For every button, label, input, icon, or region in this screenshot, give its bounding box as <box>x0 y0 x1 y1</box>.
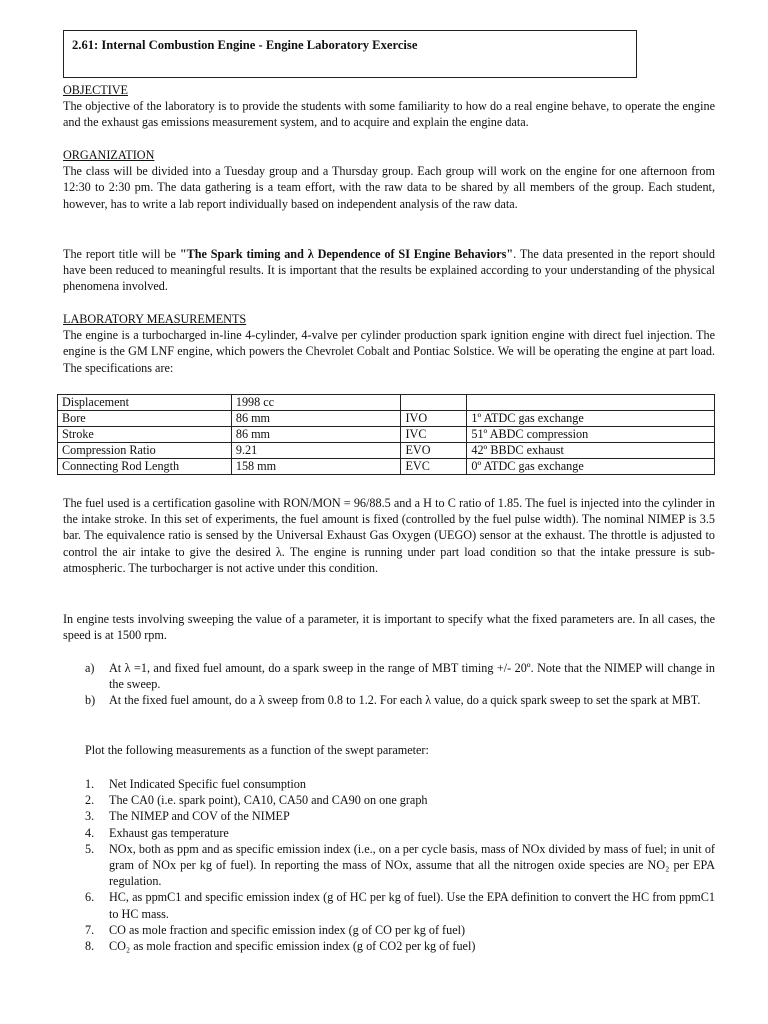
list-item-text: The NIMEP and COV of the NIMEP <box>109 809 290 824</box>
table-row <box>58 395 715 411</box>
spec-name: Compression Ratio <box>58 443 232 459</box>
valve-event <box>401 395 467 411</box>
valve-event: EVO <box>401 443 467 459</box>
organization-text: The class will be divided into a Tuesday group and a Thursday group. Each group will work on the engine for one afternoon from 12:30 to 2:30 pm. The data gathering is a team effort, with the raw data to be shared by all members of the group. Each student, however, has to write a lab report individually based on independent analysis of the raw data. <box>63 164 715 211</box>
document-title: 2.61: Internal Combustion Engine - Engine Laboratory Exercise <box>72 38 418 52</box>
spec-name: Displacement <box>58 395 232 411</box>
list-item <box>85 660 715 692</box>
spec-value: 9.21 <box>231 443 401 459</box>
organization-section <box>63 147 715 212</box>
list-item <box>85 776 715 792</box>
lab-heading: LABORATORY MEASUREMENTS <box>63 312 247 326</box>
list-marker: a) <box>85 661 95 675</box>
fuel-paragraph <box>63 495 715 576</box>
valve-event: IVC <box>401 427 467 443</box>
plot-list <box>85 776 715 954</box>
list-marker: 2. <box>85 793 95 808</box>
list-marker: 3. <box>85 809 95 824</box>
valve-timing: 0º ATDC gas exchange <box>467 459 715 475</box>
report-title: "The Spark timing and λ Dependence of SI Engine Behaviors" <box>179 247 514 261</box>
list-marker: 4. <box>85 825 95 840</box>
list-item <box>85 841 715 890</box>
sweep-text: In engine tests involving sweeping the value of a parameter, it is important to specify what the fixed parameters are. In all cases, the speed is at 1500 rpm. <box>63 612 715 643</box>
valve-timing <box>467 395 715 411</box>
table-row <box>58 427 715 443</box>
list-marker: 5. <box>85 841 95 856</box>
report-text-post: . The data presented in the report should have been reduced to meaningful results. It is important that the results be explained according to your understanding of the physical phenomena involved. <box>63 247 715 294</box>
table-row <box>58 459 715 475</box>
list-item-text: The CA0 (i.e. spark point), CA10, CA50 and CA90 on one graph <box>109 793 428 808</box>
spec-value: 86 mm <box>231 411 401 427</box>
list-item-text: HC, as ppmC1 and specific emission index (g of HC per kg of fuel). Use the EPA definition to convert the HC from ppmC1 to HC mass. <box>109 890 715 921</box>
objective-heading: OBJECTIVE <box>63 83 128 97</box>
valve-event: IVO <box>401 411 467 427</box>
plot-intro-paragraph <box>85 742 715 758</box>
table-row <box>58 411 715 427</box>
spec-name: Bore <box>58 411 232 427</box>
list-item <box>85 825 715 841</box>
sweep-paragraph <box>63 611 715 643</box>
table-row <box>58 443 715 459</box>
spec-name: Stroke <box>58 427 232 443</box>
engine-specs-table <box>57 394 715 475</box>
valve-event: EVC <box>401 459 467 475</box>
document-title-box <box>63 30 637 78</box>
list-marker: b) <box>85 693 96 708</box>
valve-timing: 1º ATDC gas exchange <box>467 411 715 427</box>
list-item-text: CO as mole fraction and specific emission index (g of CO per kg of fuel) <box>109 922 466 937</box>
plot-intro-text: Plot the following measurements as a function of the swept parameter: <box>85 743 429 757</box>
organization-heading: ORGANIZATION <box>63 148 155 162</box>
list-item <box>85 808 715 824</box>
sweep-list <box>85 660 715 709</box>
list-item-text: NOx, both as ppm and as specific emission index (i.e., on a per cycle basis, mass of NOx divided by mass of fuel; in unit of gram of NOx per kg of fuel). In reporting the mass of NOx, assume that all the nitrogen oxide species are NO₂ per EPA regulation. <box>109 841 715 889</box>
lab-section <box>63 311 715 376</box>
list-item <box>85 792 715 808</box>
list-item <box>85 922 715 938</box>
list-item <box>85 938 715 954</box>
valve-timing: 42º BBDC exhaust <box>467 443 715 459</box>
spec-value: 86 mm <box>231 427 401 443</box>
spec-value: 1998 cc <box>231 395 401 411</box>
lab-text: The engine is a turbocharged in-line 4-cylinder, 4-valve per cylinder production spark ignition engine with direct fuel injection. The engine is the GM LNF engine, which powers the Chevrolet Cobalt and Pontiac Solstice. We will be operating the engine at part load. The specifications are: <box>63 328 715 375</box>
list-marker: 6. <box>85 890 95 905</box>
list-item <box>85 692 715 708</box>
fuel-text: The fuel used is a certification gasoline with RON/MON = 96/88.5 and a H to C ratio of 1.85. The fuel is injected into the cylinder in the intake stroke. In this set of experiments, the fuel amount is fixed (controlled by the fuel pulse width). The nominal NIMEP is 3.5 bar. The equivalence ratio is sensed by the Universal Exhaust Gas Oxygen (UEGO) sensor at the exhaust. The throttle is adjusted to control the air intake to give the desired λ. The engine is running under part load condition so that the intake pressure is sub-atmospheric. The turbocharger is not active under this condition. <box>63 496 715 575</box>
list-marker: 1. <box>85 777 95 791</box>
list-marker: 8. <box>85 939 95 954</box>
spec-name: Connecting Rod Length <box>58 459 232 475</box>
list-item-text: At the fixed fuel amount, do a λ sweep from 0.8 to 1.2. For each λ value, do a quick spark sweep to set the spark at MBT. <box>109 693 701 708</box>
objective-section <box>63 82 715 131</box>
objective-text: The objective of the laboratory is to provide the students with some familiarity to how do a real engine behave, to operate the engine and the exhaust gas emissions measurement system, and to acquire and explain the engine data. <box>63 99 715 130</box>
spec-value: 158 mm <box>231 459 401 475</box>
valve-timing: 51º ABDC compression <box>467 427 715 443</box>
list-item-text: Exhaust gas temperature <box>109 825 229 840</box>
list-item-text: Net Indicated Specific fuel consumption <box>109 777 306 791</box>
list-item-text: CO₂ as mole fraction and specific emission index (g of CO2 per kg of fuel) <box>109 939 476 954</box>
report-paragraph <box>63 246 715 295</box>
report-title-paragraph <box>63 246 715 295</box>
report-text-pre: The report title will be <box>63 247 180 261</box>
list-item-text: At λ =1, and fixed fuel amount, do a spark sweep in the range of MBT timing +/- 20º. Note that the NIMEP will change in the sweep. <box>109 661 715 692</box>
list-item <box>85 889 715 921</box>
list-marker: 7. <box>85 922 95 937</box>
